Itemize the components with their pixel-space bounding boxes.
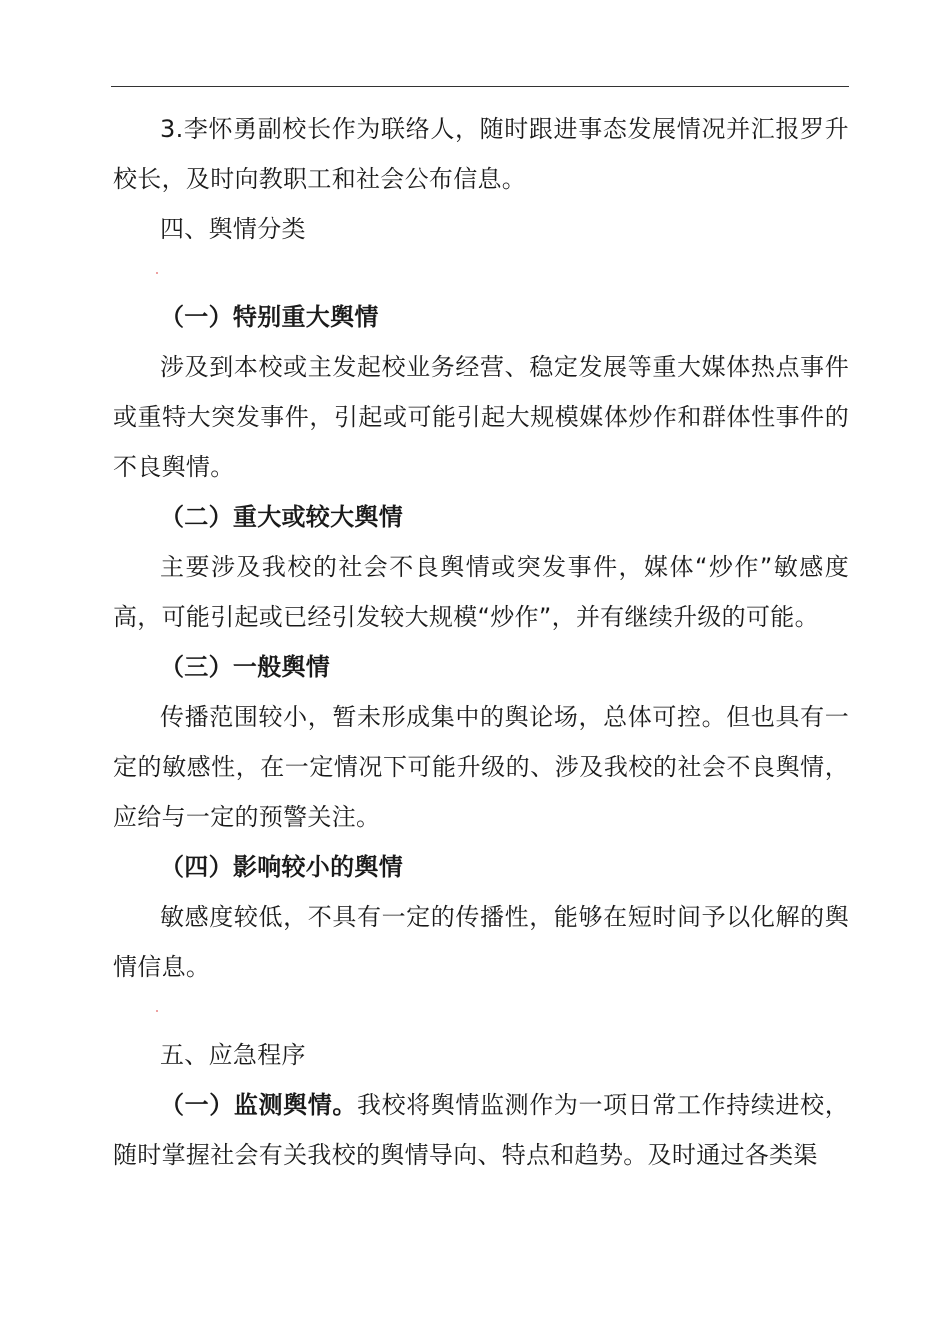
margin-mark [113,992,849,1030]
header-rule [111,86,849,87]
item-3-paragraph: 3.李怀勇副校长作为联络人，随时跟进事态发展情况并汇报罗升校长，及时向教职工和社会公布信息。 [113,115,849,193]
level-1-heading: （一）特别重大舆情 [160,303,379,331]
margin-mark [113,254,849,292]
section-4-title: 四、舆情分类 [160,215,306,243]
level-2-text: 主要涉及我校的社会不良舆情或突发事件，媒体“炒作”敏感度高，可能引起或已经引发较大规模“炒作”，并有继续升级的可能。 [113,553,849,631]
level-2-heading: （二）重大或较大舆情 [160,503,403,531]
level-1-text: 涉及到本校或主发起校业务经营、稳定发展等重大媒体热点事件或重特大突发事件，引起或可能引起大规模媒体炒作和群体性事件的不良舆情。 [113,353,849,481]
step-1-lead: （一）监测舆情。 [160,1091,357,1119]
level-4-heading: （四）影响较小的舆情 [160,853,403,881]
level-4-text: 敏感度较低，不具有一定的传播性，能够在短时间予以化解的舆情信息。 [113,903,849,981]
step-1-text: 我校将舆情监测作为一项日常工作持续进校，随时掌握社会有关我校的舆情导向、特点和趋势。及时通过各类渠 [113,1091,849,1169]
level-3-heading: （三）一般舆情 [160,653,331,681]
section-5-title: 五、应急程序 [160,1041,306,1069]
step-1-paragraph [113,1080,849,1180]
level-3-text: 传播范围较小，暂未形成集中的舆论场，总体可控。但也具有一定的敏感性，在一定情况下可能升级的、涉及我校的社会不良舆情，应给与一定的预警关注。 [113,703,849,831]
document-body [113,104,849,1180]
